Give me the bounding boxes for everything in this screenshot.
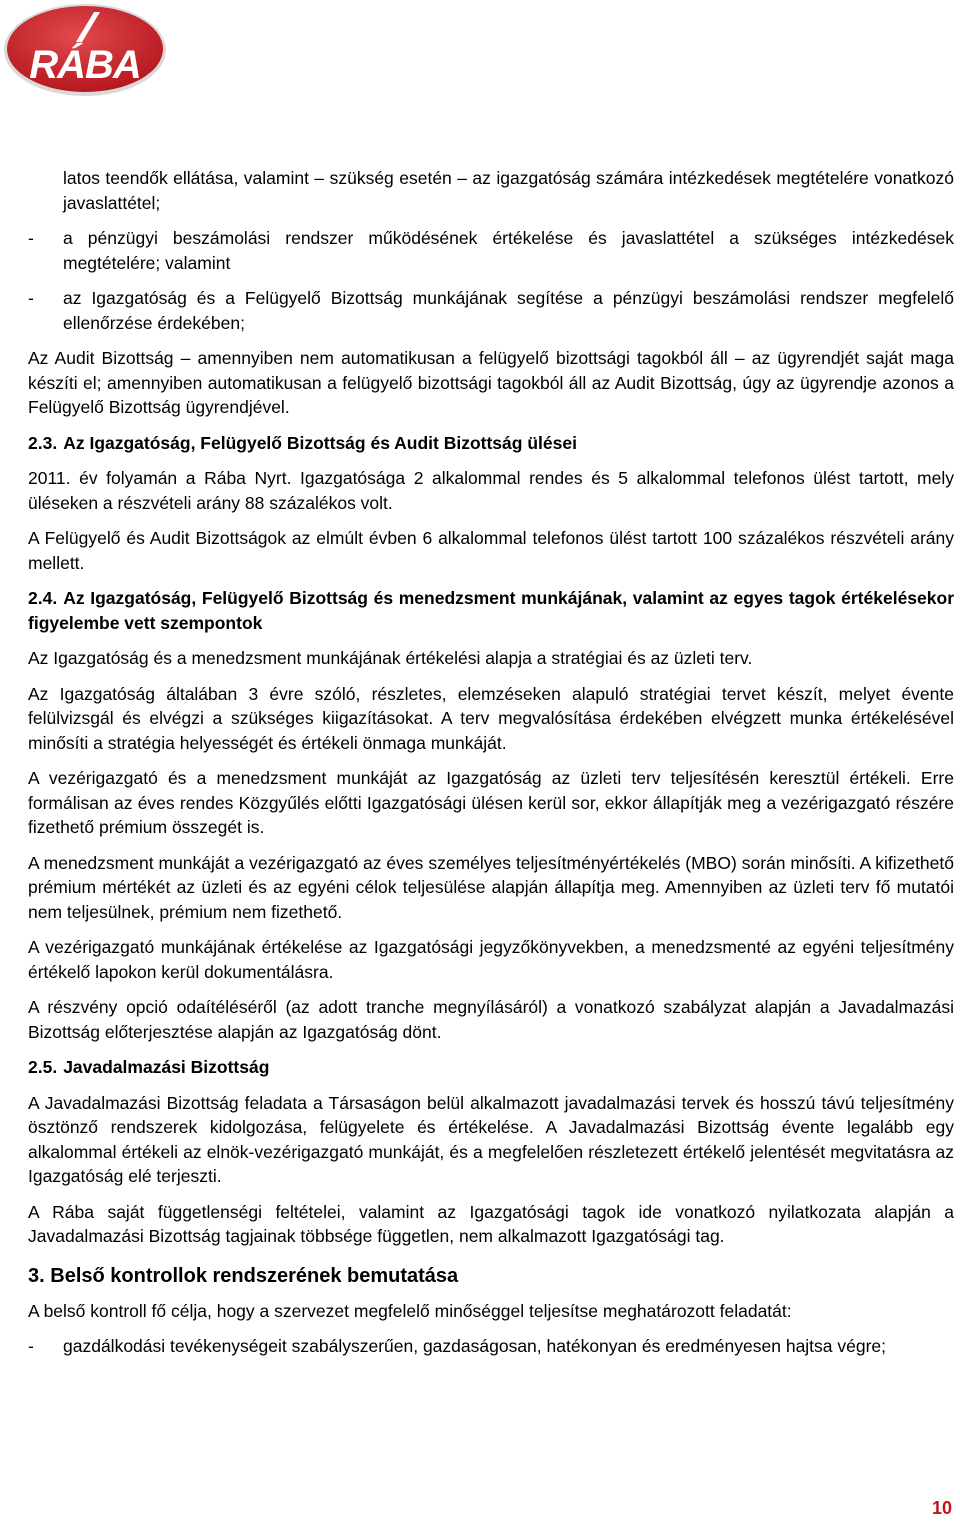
bullet-item: [28, 1334, 954, 1359]
section-title: Az Igazgatóság, Felügyelő Bizottság és Audit Bizottság ülései: [63, 432, 577, 453]
bullet-item: [28, 226, 954, 275]
bullet-mark: -: [28, 228, 34, 248]
bullet-text: a pénzügyi beszámolási rendszer működésének értékelése és javaslattétel a szükséges intézkedések megtételére; valamint: [63, 228, 954, 273]
section-heading-2-3: [28, 431, 954, 456]
svg-text:RÁBA: RÁBA: [29, 43, 141, 87]
section-heading-3: [28, 1263, 954, 1289]
paragraph: A Felügyelő és Audit Bizottságok az elmúlt évben 6 alkalommal telefonos ülést tartott 100 százalékos részvételi arány mellett.: [28, 528, 954, 573]
section-number: 2.5.: [28, 1057, 58, 1077]
paragraph: A menedzsment munkáját a vezérigazgató az éves személyes teljesítményértékelés (MBO) során minősíti. A kifizethető prémium mértékét az üzleti és az egyéni célok teljesülése alapján állapítja meg. Amennyiben az üzleti terv fő mutatói nem teljesülnek, prémium nem fizethető.: [28, 852, 954, 922]
section-heading-2-4: [28, 586, 954, 635]
bullet-mark: -: [28, 288, 34, 308]
bullet-text: az Igazgatóság és a Felügyelő Bizottság munkájának segítése a pénzügyi beszámolási rendszer megfelelő ellenőrzése érdekében;: [63, 288, 954, 333]
section-number: 3.: [28, 1264, 45, 1287]
bullet-text: gazdálkodási tevékenységeit szabályszerűen, gazdaságosan, hatékonyan és eredményesen hajtsa végre;: [63, 1336, 887, 1356]
paragraph: A vezérigazgató munkájának értékelése az Igazgatósági jegyzőkönyvekben, a menedzsmenté az egyéni teljesítmény értékelő lapokon kerül dokumentálásra.: [28, 937, 954, 982]
section-title: Javadalmazási Bizottság: [63, 1057, 270, 1077]
paragraph: A belső kontroll fő célja, hogy a szervezet megfelelő minőséggel teljesítse meghatározott feladatát:: [28, 1300, 792, 1321]
section-number: 2.3.: [28, 432, 58, 453]
document-body: [28, 166, 954, 1370]
section-title: Belső kontrollok rendszerének bemutatása: [50, 1264, 459, 1287]
paragraph: Az Igazgatóság és a menedzsment munkájának értékelési alapja a stratégiai és az üzleti terv.: [28, 648, 753, 668]
section-heading-2-5: [28, 1055, 954, 1080]
bullet-mark: -: [28, 1336, 34, 1356]
paragraph: A vezérigazgató és a menedzsment munkáját az Igazgatóság az üzleti terv teljesítésén keresztül értékeli. Erre formálisan az éves rendes Közgyűlés előtti Igazgatósági ülésen kerül sor, ekkor állapítják meg a vezérigazgató részére fizethető prémium összegét is.: [28, 768, 954, 837]
paragraph: A Rába saját függetlenségi feltételei, valamint az Igazgatósági tagok ide vonatkozó nyilatkozata alapján a Javadalmazási Bizottság tagjainak többsége független, nem alkalmazott Igazgatósági tag.: [28, 1201, 954, 1246]
bullet-item: [28, 286, 954, 335]
paragraph: A részvény opció odaítéléséről (az adott tranche megnyílásáról) a vonatkozó szabályzat alapján a Javadalmazási Bizottság előterjesztése alapján az Igazgatóság dönt.: [28, 997, 954, 1042]
section-number: 2.4.: [28, 588, 58, 608]
page-number: 10: [931, 1498, 952, 1518]
raba-logo: [2, 2, 168, 98]
section-title: Az Igazgatóság, Felügyelő Bizottság és menedzsment munkájának, valamint az egyes tagok értékelésekor figyelembe vett szempontok: [28, 588, 954, 633]
paragraph: Az Audit Bizottság – amennyiben nem automatikusan a felügyelő bizottsági tagokból áll – az ügyrendjét saját maga készíti el; amennyiben automatikusan a felügyelő bizottsági tagokból áll az Audit Bizottság, úgy az ügyrendje azonos a Felügyelő Bizottság ügyrendjével.: [28, 348, 954, 417]
paragraph: 2011. év folyamán a Rába Nyrt. Igazgatósága 2 alkalommal rendes és 5 alkalommal telefonos ülést tartott, mely üléseken a részvételi arány 88 százalékos volt.: [28, 468, 954, 513]
paragraph: latos teendők ellátása, valamint – szükség esetén – az igazgatóság számára intézkedések megtételére vonatkozó javaslattétel;: [63, 168, 954, 213]
paragraph: Az Igazgatóság általában 3 évre szóló, részletes, elemzéseken alapuló stratégiai tervet készít, melyet évente felülvizsgál és elvégzi a szükséges kiigazításokat. A terv megvalósítása érdekében elvégzett munka értékelésével minősíti a stratégia helyességét és értékeli önmaga munkáját.: [28, 683, 954, 753]
paragraph: A Javadalmazási Bizottság feladata a Társaságon belül alkalmazott javadalmazási tervek és hosszú távú teljesítmény ösztönző rendszerek kidolgozása, felügyelete és értékelése. A Javadalmazási Bizottság évente legalább egy alkalommal értékeli az elnök-vezérigazgató munkáját, és a megfelelően részletezett értékelő jelentését megvitatásra az Igazgatóság elé terjeszti.: [28, 1092, 954, 1186]
